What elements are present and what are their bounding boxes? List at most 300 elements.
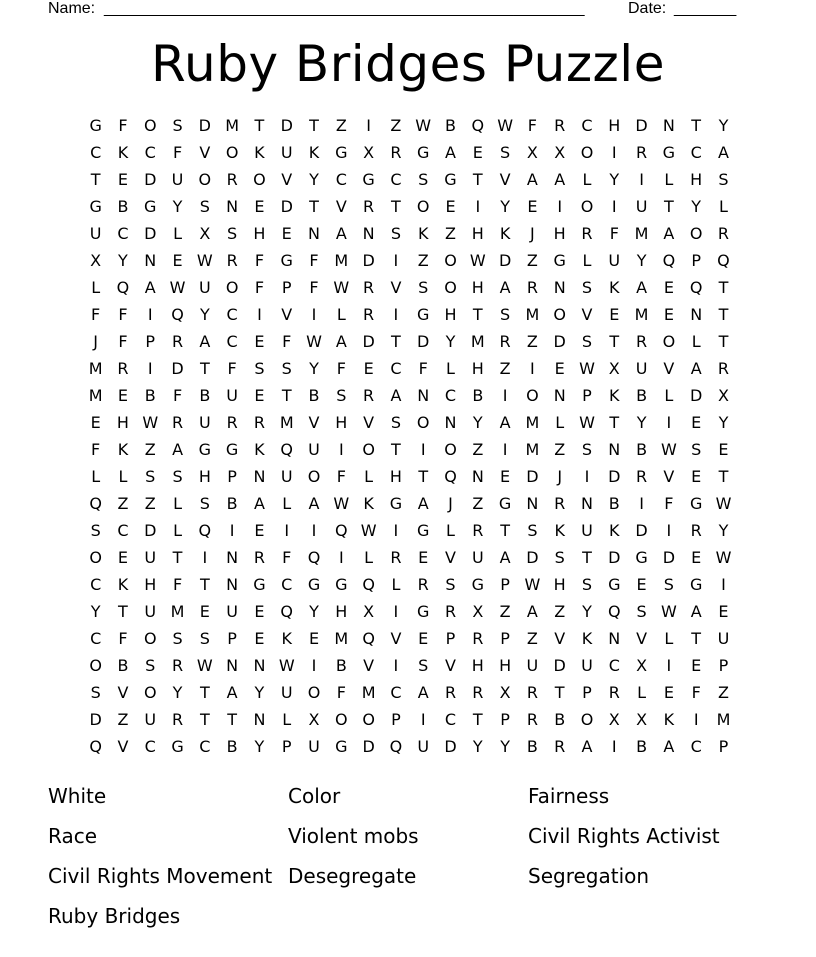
grid-letter[interactable]: E <box>691 467 702 486</box>
grid-letter[interactable]: B <box>117 197 129 216</box>
grid-letter[interactable]: X <box>554 143 566 162</box>
grid-letter[interactable]: N <box>553 386 566 405</box>
grid-letter[interactable]: R <box>636 143 648 162</box>
grid-letter[interactable]: A <box>663 737 675 756</box>
grid-letter[interactable]: I <box>311 521 317 540</box>
grid-letter[interactable]: I <box>530 359 535 378</box>
grid-letter[interactable]: R <box>717 224 730 243</box>
grid-letter[interactable]: S <box>500 143 511 162</box>
grid-letter[interactable]: Y <box>172 683 183 702</box>
grid-letter[interactable]: H <box>444 305 457 324</box>
grid-letter[interactable]: E <box>308 629 320 648</box>
grid-letter[interactable]: F <box>118 116 128 135</box>
grid-letter[interactable]: O <box>444 251 457 270</box>
grid-letter[interactable]: N <box>608 440 621 459</box>
grid-letter[interactable]: L <box>664 629 674 648</box>
grid-letter[interactable]: G <box>335 575 348 594</box>
grid-letter[interactable]: V <box>335 197 347 216</box>
grid-letter[interactable]: N <box>608 629 621 648</box>
grid-letter[interactable]: R <box>171 656 184 675</box>
grid-letter[interactable]: I <box>502 440 508 459</box>
grid-letter[interactable]: T <box>391 440 401 459</box>
grid-letter[interactable]: F <box>527 116 537 135</box>
grid-letter[interactable]: W <box>142 413 159 432</box>
grid-letter[interactable]: F <box>172 575 183 594</box>
grid-letter[interactable]: A <box>253 494 265 513</box>
grid-letter[interactable]: S <box>445 575 456 594</box>
grid-letter[interactable]: R <box>472 521 484 540</box>
grid-letter[interactable]: T <box>718 332 729 351</box>
grid-letter[interactable]: Y <box>445 332 456 351</box>
grid-letter[interactable]: W <box>306 332 322 351</box>
grid-letter[interactable]: T <box>199 575 210 594</box>
grid-letter[interactable]: E <box>254 197 265 216</box>
grid-letter[interactable]: N <box>226 575 239 594</box>
grid-letter[interactable]: B <box>554 710 566 729</box>
grid-letter[interactable]: T <box>609 413 620 432</box>
grid-letter[interactable]: U <box>608 251 621 270</box>
grid-letter[interactable]: H <box>690 170 703 189</box>
grid-letter[interactable]: E <box>418 629 429 648</box>
grid-letter[interactable]: E <box>117 548 128 567</box>
grid-letter[interactable]: W <box>497 116 514 135</box>
grid-letter[interactable]: A <box>417 494 429 513</box>
grid-letter[interactable]: I <box>338 548 344 567</box>
grid-letter[interactable]: X <box>526 143 538 162</box>
grid-letter[interactable]: D <box>417 332 430 351</box>
grid-letter[interactable]: G <box>471 575 484 594</box>
grid-letter[interactable]: T <box>718 467 729 486</box>
grid-letter[interactable]: Y <box>718 413 729 432</box>
grid-letter[interactable]: I <box>475 197 481 216</box>
grid-letter[interactable]: W <box>278 656 295 675</box>
grid-letter[interactable]: A <box>335 332 347 351</box>
grid-letter[interactable]: D <box>362 737 375 756</box>
grid-letter[interactable]: Q <box>362 575 375 594</box>
grid-letter[interactable]: S <box>199 197 210 216</box>
grid-letter[interactable]: R <box>554 737 566 756</box>
grid-letter[interactable]: O <box>580 197 594 216</box>
grid-letter[interactable]: G <box>608 575 621 594</box>
grid-letter[interactable]: W <box>469 251 486 270</box>
grid-letter[interactable]: O <box>225 143 239 162</box>
grid-letter[interactable]: B <box>472 386 484 405</box>
grid-letter[interactable]: O <box>416 197 430 216</box>
grid-letter[interactable]: K <box>609 278 620 297</box>
grid-letter[interactable]: Z <box>144 440 156 459</box>
grid-letter[interactable]: G <box>389 494 403 513</box>
grid-letter[interactable]: D <box>690 386 703 405</box>
grid-letter[interactable]: W <box>333 278 350 297</box>
grid-letter[interactable]: Y <box>609 170 620 189</box>
grid-letter[interactable]: B <box>144 386 156 405</box>
grid-letter[interactable]: B <box>636 386 648 405</box>
grid-letter[interactable]: R <box>171 710 184 729</box>
grid-letter[interactable]: V <box>117 737 129 756</box>
grid-letter[interactable]: S <box>581 278 593 297</box>
grid-letter[interactable]: E <box>445 197 456 216</box>
grid-letter[interactable]: A <box>554 170 566 189</box>
grid-letter[interactable]: D <box>362 251 375 270</box>
grid-letter[interactable]: T <box>391 197 401 216</box>
grid-letter[interactable]: M <box>225 116 240 135</box>
grid-letter[interactable]: O <box>662 332 676 351</box>
grid-letter[interactable]: T <box>554 683 565 702</box>
grid-letter[interactable]: L <box>719 197 728 216</box>
grid-letter[interactable]: U <box>280 683 293 702</box>
grid-letter[interactable]: O <box>225 278 239 297</box>
grid-letter[interactable]: P <box>718 737 729 756</box>
grid-letter[interactable]: U <box>635 359 648 378</box>
grid-letter[interactable]: W <box>524 575 541 594</box>
grid-letter[interactable]: O <box>89 656 102 675</box>
grid-letter[interactable]: X <box>199 224 211 243</box>
grid-letter[interactable]: T <box>254 116 265 135</box>
grid-letter[interactable]: U <box>226 386 238 405</box>
grid-letter[interactable]: R <box>690 521 702 540</box>
grid-letter[interactable]: A <box>172 440 184 459</box>
grid-letter[interactable]: N <box>471 467 484 486</box>
grid-letter[interactable]: H <box>499 656 512 675</box>
grid-letter[interactable]: P <box>227 467 237 486</box>
grid-letter[interactable]: R <box>390 548 402 567</box>
grid-letter[interactable]: Z <box>390 116 402 135</box>
grid-letter[interactable]: S <box>581 575 593 594</box>
grid-letter[interactable]: C <box>444 710 457 729</box>
grid-letter[interactable]: A <box>144 278 156 297</box>
grid-letter[interactable]: O <box>89 548 102 567</box>
grid-letter[interactable]: D <box>280 116 293 135</box>
grid-letter[interactable]: S <box>172 116 183 135</box>
grid-letter[interactable]: G <box>362 170 375 189</box>
grid-letter[interactable]: G <box>144 197 157 216</box>
grid-letter[interactable]: L <box>582 170 592 189</box>
grid-letter[interactable]: Z <box>472 440 484 459</box>
grid-letter[interactable]: S <box>199 494 210 513</box>
grid-letter[interactable]: R <box>226 251 238 270</box>
grid-letter[interactable]: Z <box>717 683 729 702</box>
grid-letter[interactable]: I <box>420 710 426 729</box>
grid-letter[interactable]: F <box>336 359 346 378</box>
grid-letter[interactable]: N <box>226 197 239 216</box>
grid-letter[interactable]: F <box>664 494 674 513</box>
grid-letter[interactable]: K <box>117 440 129 459</box>
grid-letter[interactable]: W <box>715 548 732 567</box>
grid-letter[interactable]: P <box>500 710 510 729</box>
grid-letter[interactable]: A <box>581 737 593 756</box>
grid-letter[interactable]: K <box>609 386 620 405</box>
grid-letter[interactable]: S <box>390 224 401 243</box>
grid-letter[interactable]: G <box>417 305 430 324</box>
grid-letter[interactable]: R <box>608 683 620 702</box>
grid-letter[interactable]: Q <box>389 737 403 756</box>
grid-letter[interactable]: Y <box>500 737 510 756</box>
grid-letter[interactable]: Y <box>718 116 729 135</box>
grid-letter[interactable]: N <box>417 386 430 405</box>
grid-letter[interactable]: S <box>254 359 265 378</box>
grid-letter[interactable]: Z <box>117 710 129 729</box>
grid-letter[interactable]: Z <box>554 440 566 459</box>
grid-letter[interactable]: C <box>144 737 156 756</box>
grid-letter[interactable]: F <box>172 143 183 162</box>
grid-letter[interactable]: B <box>636 440 648 459</box>
grid-letter[interactable]: F <box>336 467 346 486</box>
grid-letter[interactable]: Z <box>499 602 511 621</box>
grid-letter[interactable]: V <box>445 548 456 567</box>
grid-letter[interactable]: Y <box>90 602 101 621</box>
grid-letter[interactable]: H <box>335 602 348 621</box>
grid-letter[interactable]: X <box>608 710 620 729</box>
grid-letter[interactable]: F <box>91 440 101 459</box>
grid-letter[interactable]: B <box>226 494 238 513</box>
grid-letter[interactable]: V <box>390 278 402 297</box>
grid-letter[interactable]: A <box>718 143 729 162</box>
grid-letter[interactable]: G <box>253 575 266 594</box>
grid-letter[interactable]: Z <box>526 332 538 351</box>
grid-letter[interactable]: S <box>581 332 593 351</box>
grid-letter[interactable]: W <box>579 359 595 378</box>
grid-letter[interactable]: T <box>391 332 401 351</box>
grid-letter[interactable]: A <box>417 683 429 702</box>
grid-letter[interactable]: N <box>308 224 320 243</box>
grid-letter[interactable]: V <box>199 143 211 162</box>
grid-letter[interactable]: B <box>445 116 456 135</box>
grid-letter[interactable]: G <box>225 440 239 459</box>
grid-letter[interactable]: N <box>662 116 675 135</box>
grid-letter[interactable]: R <box>472 629 484 648</box>
grid-letter[interactable]: C <box>335 170 347 189</box>
grid-letter[interactable]: X <box>308 710 320 729</box>
grid-letter[interactable]: G <box>307 575 321 594</box>
grid-letter[interactable]: F <box>91 305 101 324</box>
grid-letter[interactable]: A <box>499 278 511 297</box>
grid-letter[interactable]: Q <box>280 440 294 459</box>
grid-letter[interactable]: X <box>636 656 648 675</box>
grid-letter[interactable]: O <box>335 710 348 729</box>
grid-letter[interactable]: Z <box>499 359 511 378</box>
grid-letter[interactable]: M <box>88 359 103 378</box>
grid-letter[interactable]: T <box>609 332 620 351</box>
grid-letter[interactable]: K <box>609 521 620 540</box>
grid-letter[interactable]: U <box>280 143 293 162</box>
grid-letter[interactable]: E <box>117 170 128 189</box>
grid-letter[interactable]: Q <box>362 629 375 648</box>
grid-letter[interactable]: M <box>334 629 349 648</box>
grid-letter[interactable]: P <box>145 332 156 351</box>
grid-letter[interactable]: L <box>555 413 565 432</box>
grid-letter[interactable]: I <box>666 521 672 540</box>
grid-letter[interactable]: R <box>253 548 265 567</box>
grid-letter[interactable]: C <box>144 143 156 162</box>
grid-letter[interactable]: K <box>254 440 265 459</box>
grid-letter[interactable]: T <box>582 548 592 567</box>
grid-letter[interactable]: P <box>718 656 729 675</box>
grid-letter[interactable]: S <box>336 386 347 405</box>
grid-letter[interactable]: D <box>608 548 621 567</box>
grid-letter[interactable]: E <box>636 575 647 594</box>
grid-letter[interactable]: I <box>639 170 644 189</box>
grid-letter[interactable]: C <box>690 737 702 756</box>
grid-letter[interactable]: R <box>363 386 375 405</box>
grid-letter[interactable]: P <box>500 575 510 594</box>
grid-letter[interactable]: G <box>89 116 102 135</box>
grid-letter[interactable]: L <box>282 494 292 513</box>
grid-letter[interactable]: Y <box>582 602 592 621</box>
grid-letter[interactable]: Y <box>472 737 483 756</box>
grid-letter[interactable]: Y <box>309 170 319 189</box>
grid-letter[interactable]: O <box>580 710 594 729</box>
grid-letter[interactable]: R <box>390 143 402 162</box>
grid-letter[interactable]: X <box>363 143 375 162</box>
grid-letter[interactable]: C <box>581 116 593 135</box>
grid-letter[interactable]: T <box>281 386 292 405</box>
grid-letter[interactable]: T <box>227 710 238 729</box>
grid-letter[interactable]: E <box>554 359 565 378</box>
grid-letter[interactable]: N <box>144 251 157 270</box>
grid-letter[interactable]: S <box>172 629 183 648</box>
grid-letter[interactable]: G <box>662 143 676 162</box>
grid-letter[interactable]: N <box>253 467 266 486</box>
grid-letter[interactable]: R <box>363 305 375 324</box>
grid-letter[interactable]: S <box>172 467 183 486</box>
grid-letter[interactable]: E <box>254 602 265 621</box>
grid-letter[interactable]: E <box>691 413 702 432</box>
grid-letter[interactable]: W <box>196 656 213 675</box>
grid-letter[interactable]: U <box>280 467 293 486</box>
grid-letter[interactable]: H <box>253 224 266 243</box>
grid-letter[interactable]: X <box>499 683 511 702</box>
grid-letter[interactable]: K <box>281 629 292 648</box>
grid-letter[interactable]: O <box>143 629 157 648</box>
grid-letter[interactable]: U <box>526 656 539 675</box>
grid-letter[interactable]: O <box>444 278 457 297</box>
grid-letter[interactable]: C <box>226 332 238 351</box>
grid-letter[interactable]: J <box>530 224 535 243</box>
grid-letter[interactable]: E <box>472 143 483 162</box>
grid-letter[interactable]: I <box>338 440 344 459</box>
grid-letter[interactable]: P <box>281 278 292 297</box>
grid-letter[interactable]: S <box>199 629 210 648</box>
grid-letter[interactable]: L <box>173 224 182 243</box>
grid-letter[interactable]: F <box>418 359 428 378</box>
grid-letter[interactable]: B <box>199 386 211 405</box>
grid-letter[interactable]: I <box>393 656 399 675</box>
grid-letter[interactable]: Q <box>662 251 676 270</box>
grid-letter[interactable]: L <box>91 467 101 486</box>
grid-letter[interactable]: G <box>171 737 184 756</box>
grid-letter[interactable]: D <box>144 521 157 540</box>
grid-letter[interactable]: A <box>390 386 402 405</box>
grid-letter[interactable]: V <box>499 170 511 189</box>
grid-letter[interactable]: G <box>280 251 293 270</box>
grid-letter[interactable]: B <box>636 737 648 756</box>
grid-letter[interactable]: G <box>635 548 648 567</box>
grid-letter[interactable]: B <box>335 656 347 675</box>
grid-letter[interactable]: N <box>226 656 239 675</box>
grid-letter[interactable]: F <box>172 386 183 405</box>
grid-letter[interactable]: F <box>309 251 319 270</box>
grid-letter[interactable]: L <box>118 467 128 486</box>
grid-letter[interactable]: Z <box>445 224 456 243</box>
grid-letter[interactable]: S <box>418 170 429 189</box>
grid-letter[interactable]: I <box>284 521 290 540</box>
grid-letter[interactable]: T <box>309 116 319 135</box>
grid-letter[interactable]: E <box>117 386 128 405</box>
grid-letter[interactable]: F <box>309 278 319 297</box>
grid-letter[interactable]: S <box>418 278 429 297</box>
grid-letter[interactable]: U <box>198 278 211 297</box>
grid-letter[interactable]: F <box>254 278 265 297</box>
grid-letter[interactable]: Y <box>309 359 319 378</box>
grid-letter[interactable]: Z <box>417 251 429 270</box>
grid-letter[interactable]: M <box>88 386 103 405</box>
grid-letter[interactable]: A <box>526 170 538 189</box>
grid-letter[interactable]: I <box>693 710 699 729</box>
grid-letter[interactable]: D <box>444 737 457 756</box>
grid-letter[interactable]: P <box>500 629 510 648</box>
grid-letter[interactable]: E <box>254 332 265 351</box>
grid-letter[interactable]: D <box>553 656 566 675</box>
grid-letter[interactable]: M <box>525 413 540 432</box>
grid-letter[interactable]: F <box>118 332 128 351</box>
grid-letter[interactable]: P <box>582 683 592 702</box>
grid-letter[interactable]: L <box>91 278 101 297</box>
grid-letter[interactable]: D <box>198 116 211 135</box>
grid-letter[interactable]: C <box>226 305 238 324</box>
grid-letter[interactable]: H <box>608 116 621 135</box>
grid-letter[interactable]: R <box>226 170 238 189</box>
grid-letter[interactable]: O <box>416 413 430 432</box>
grid-letter[interactable]: D <box>635 521 648 540</box>
grid-letter[interactable]: O <box>689 224 703 243</box>
grid-letter[interactable]: C <box>608 656 620 675</box>
grid-letter[interactable]: G <box>444 170 457 189</box>
grid-letter[interactable]: D <box>144 224 157 243</box>
grid-letter[interactable]: H <box>335 413 348 432</box>
grid-letter[interactable]: Z <box>335 116 347 135</box>
grid-letter[interactable]: J <box>557 467 563 486</box>
grid-letter[interactable]: T <box>199 683 210 702</box>
grid-letter[interactable]: N <box>226 548 239 567</box>
grid-letter[interactable]: L <box>173 521 182 540</box>
grid-letter[interactable]: Y <box>500 197 510 216</box>
grid-letter[interactable]: L <box>582 251 592 270</box>
grid-letter[interactable]: H <box>553 224 566 243</box>
grid-letter[interactable]: I <box>366 116 371 135</box>
grid-letter[interactable]: Z <box>472 494 484 513</box>
grid-letter[interactable]: N <box>553 278 566 297</box>
grid-letter[interactable]: W <box>169 278 186 297</box>
grid-letter[interactable]: R <box>636 332 648 351</box>
grid-letter[interactable]: M <box>634 305 649 324</box>
grid-letter[interactable]: I <box>611 737 617 756</box>
grid-letter[interactable]: L <box>664 386 674 405</box>
grid-letter[interactable]: I <box>311 656 317 675</box>
grid-letter[interactable]: I <box>721 575 726 594</box>
grid-letter[interactable]: U <box>308 737 320 756</box>
grid-letter[interactable]: T <box>718 305 729 324</box>
grid-letter[interactable]: M <box>525 305 540 324</box>
grid-letter[interactable]: M <box>279 413 294 432</box>
grid-letter[interactable]: G <box>417 143 430 162</box>
grid-letter[interactable]: D <box>553 332 566 351</box>
grid-letter[interactable]: K <box>417 224 429 243</box>
grid-letter[interactable]: L <box>364 467 374 486</box>
grid-letter[interactable]: R <box>171 413 184 432</box>
grid-letter[interactable]: D <box>144 170 157 189</box>
grid-letter[interactable]: G <box>89 197 102 216</box>
grid-letter[interactable]: O <box>580 143 594 162</box>
